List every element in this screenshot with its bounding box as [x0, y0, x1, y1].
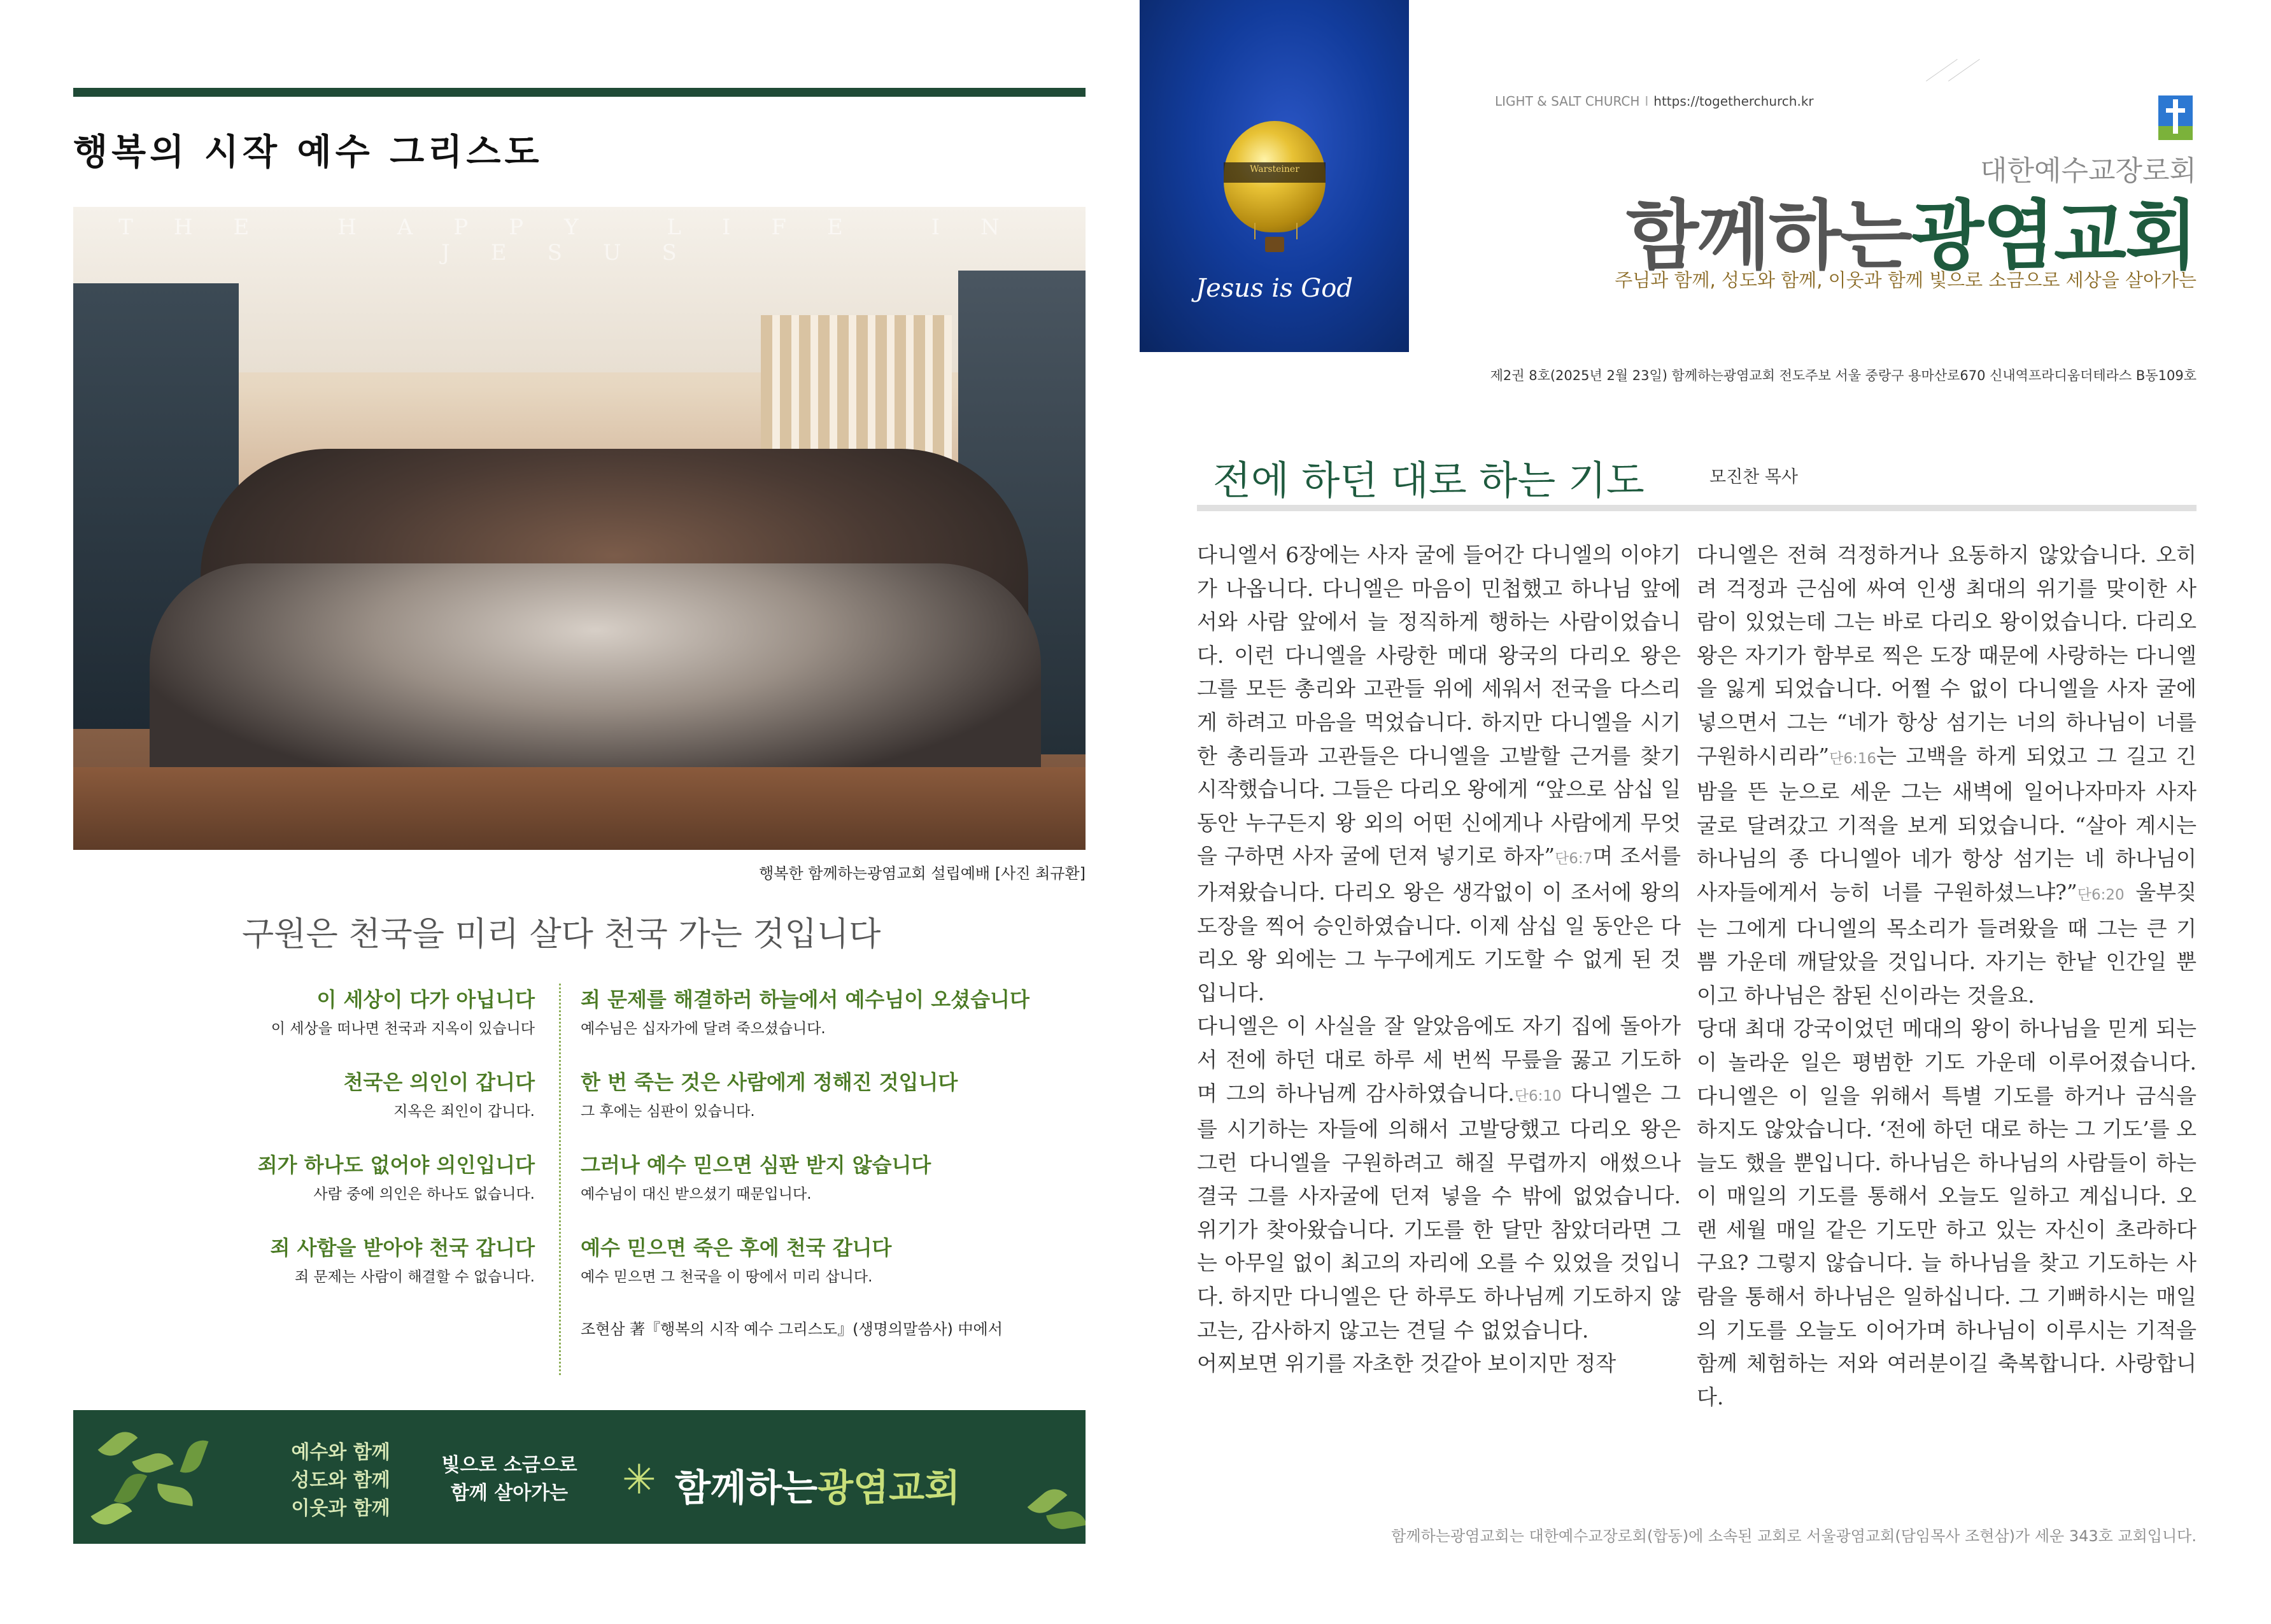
- list-item-heading: 죄 문제를 해결하러 하늘에서 예수님이 오셨습니다: [581, 987, 1029, 1012]
- list-item-heading: 천국은 의인이 갑니다: [343, 1070, 535, 1094]
- banner-slogan-1: [258, 1439, 423, 1523]
- list-item-sub: 사람 중에 의인은 하나도 없습니다.: [313, 1186, 535, 1203]
- photo-floor: [73, 767, 1086, 850]
- banner-church-name: [675, 1458, 960, 1511]
- article-text: [1197, 1347, 1681, 1381]
- scripture-ref: 단6:16: [1829, 750, 1877, 767]
- cover-caption: Jesus is God: [1196, 274, 1353, 303]
- list-item-sub: 예수님은 십자가에 달려 죽으셨습니다.: [581, 1020, 826, 1037]
- list-item-sub: 지옥은 죄인이 갑니다.: [393, 1103, 535, 1120]
- banner-name-part2: 광염교회: [817, 1466, 961, 1509]
- banner-slogan-2: [427, 1451, 592, 1507]
- list-item-sub: 이 세상을 떠나면 천국과 지옥이 있습니다: [271, 1020, 535, 1037]
- page-title: 행복의 시작 예수 그리스도: [73, 132, 543, 173]
- article-text: [1697, 539, 2197, 1012]
- photo-caption: 행복한 함께하는광염교회 설립예배 [사진 최규환]: [759, 865, 1086, 882]
- leaf-decoration: [1046, 1509, 1086, 1532]
- church-name-part2: 광염교회: [1911, 192, 2197, 279]
- congregation-photo: [73, 207, 1086, 850]
- article-text: [1197, 539, 1681, 1010]
- text-run: 며 조서를 가져왔습니다. 다리오 왕은 생각없이 이 조서에 왕의 도장을 찍어 승인하였습니다. 이제 삼십 일 동안은 다리오 왕 외에는 그 누구에게도 기도할 수 없게 된 것입니다.: [1197, 844, 1681, 1005]
- article-column-2: [1697, 539, 2197, 1414]
- leaf-decoration: [180, 1436, 209, 1477]
- banner-name-part1: 함께하는: [675, 1466, 818, 1509]
- list-item-sub: 죄 문제는 사람이 해결할 수 없습니다.: [294, 1269, 535, 1285]
- list-item-sub: 예수님이 대신 받으셨기 때문입니다.: [581, 1186, 812, 1203]
- church-motto: 주님과 함께, 성도와 함께, 이웃과 함께 빛으로 소금으로 세상을 살아가는: [1615, 269, 2197, 291]
- text-run: 울부짖는 그에게 다니엘의 목소리가 들려왔을 때 그는 큰 기쁨 가운데 깨달았을 것입니다. 자기는 한낱 인간일 뿐이고 하나님은 참된 신이라는 것을요.: [1697, 879, 2197, 1008]
- list-item-heading: 예수 믿으면 죽은 후에 천국 갑니다: [581, 1236, 892, 1260]
- list-item: [581, 984, 1090, 1066]
- church-english-name: LIGHT & SALT CHURCH: [1495, 94, 1640, 109]
- title-rule: [1197, 505, 2197, 511]
- church-name-part1: 함께하는: [1626, 192, 1912, 279]
- leaf-decoration: [155, 1483, 195, 1506]
- list-item-heading: 죄가 하나도 없어야 의인입니다: [257, 1153, 535, 1177]
- footer-note: 함께하는광염교회는 대한예수교장로회(합동)에 소속된 교회로 서울광염교회(담임목사 조현삼)가 세운 343호 교회입니다.: [1391, 1527, 2197, 1545]
- cross-logo-icon: [2158, 95, 2193, 140]
- list-item: [191, 984, 535, 1066]
- list-item-sub: 예수 믿으면 그 천국을 이 땅에서 미리 삽니다.: [581, 1269, 873, 1285]
- text-run: 다니엘은 그를 시기하는 자들에 의해서 고발당했고 다리오 왕은 그런 다니엘을 구원하려고 해질 무렵까지 애썼으나 결국 그를 사자굴에 던져 넣을 수 밖에 없었습니다. 위기가 찾아왔습니다. 기도를 한 달만 참았더라면 그는 아무일 없이 최고의 자리에 오를 수 있었을 것입니다. 하지만 다니엘은 단 하루도 하나님께 기도하지 않고는, 감사하지 않고는 견딜 수 없었습니다.: [1197, 1080, 1681, 1343]
- text-run: 다니엘은 이 사실을 잘 알았음에도 자기 집에 돌아가서 전에 하던 대로 하루 세 번씩 무릎을 꿇고 기도하며 그의 하나님께 감사하였습니다.: [1197, 1013, 1681, 1106]
- balloon-text: Warsteiner: [1250, 164, 1299, 174]
- text-run: 다니엘은 전혀 걱정하거나 요동하지 않았습니다. 오히려 걱정과 근심에 싸여 인생 최대의 위기를 맞이한 사람이 있었는데 그는 바로 다리오 왕이었습니다. 다리오 왕은 자기가 함부로 찍은 도장 때문에 사랑하는 다니엘을 잃게 되었습니다. 어쩔 수 없이 다니엘을 사자 굴에 넣으면서 그는 “네가 항상 섬기는 너의 하나님이 너를 구원하시리라”: [1697, 542, 2197, 768]
- article-text: [1697, 1012, 2197, 1414]
- leaf-decoration: [98, 1425, 138, 1462]
- photo-crowd-front: [150, 563, 1041, 786]
- article-author: 모진찬 목사: [1709, 467, 1798, 487]
- issue-info: 제2권 8호(2025년 2월 23일) 함께하는광염교회 전도주보 서울 중랑구 용마산로670 신내역프라디움더테라스 B동109호: [1490, 368, 2197, 383]
- separator: I: [1645, 94, 1649, 109]
- cover-image: [1140, 0, 1409, 352]
- banner-line: 빛으로 소금으로: [441, 1454, 577, 1476]
- article-title: 전에 하던 대로 하는 기도: [1213, 457, 1645, 504]
- balloon-basket: [1265, 237, 1284, 252]
- text-run: 다니엘서 6장에는 사자 굴에 들어간 다니엘의 이야기가 나옵니다. 다니엘은 마음이 민첩했고 하나님 앞에서와 사람 앞에서 늘 정직하게 행하는 사람이었습니다. 이런 다니엘을 사랑한 메대 왕국의 다리오 왕은 그를 모든 총리와 고관들 위에 세워서 전국을 다스리게 하려고 마음을 먹었습니다. 하지만 다니엘을 시기한 총리들과 고관들은 다니엘을 고발할 근거를 찾기 시작했습니다. 그들은 다리오 왕에게 “앞으로 삼십 일 동안 누구든지 왕 외의 어떤 신에게나 사람에게 무엇을 구하면 사자 굴에 던져 넣기로 하자”: [1197, 542, 1681, 869]
- list-item-heading: 이 세상이 다가 아닙니다: [316, 987, 535, 1012]
- scripture-ref: 단6:7: [1555, 851, 1593, 868]
- list-item: [581, 1232, 1090, 1315]
- masthead-info: [1495, 94, 1814, 109]
- text-run: 당대 최대 강국이었던 메대의 왕이 하나님을 믿게 되는 이 놀라운 일은 평범한 기도 가운데 이루어졌습니다. 다니엘은 이 일을 위해서 특별 기도를 하거나 금식을 하지도 않았습니다. ‘전에 하던 대로 하는 그 기도’를 오늘도 했을 뿐입니다. 하나님은 하나님의 사람들이 하는 이 매일의 기도를 통해서 오늘도 일하고 계십니다. 오랜 세월 매일 같은 기도만 하고 있는 자신이 초라하다구요? 그렇지 않습니다. 늘 하나님을 찾고 기도하는 사람을 통해서 하나님은 일하십니다. 그 기뻐하시는 매일의 기도를 오늘도 이어가며 하나님이 이루시는 기적을 함께 체험하는 저와 여러분이길 축복합니다. 사랑합니다.: [1697, 1016, 2197, 1409]
- list-item: [191, 1066, 535, 1149]
- top-rule: [73, 88, 1086, 97]
- salvation-list-right: [581, 984, 1090, 1315]
- banner-line: 함께 살아가는: [450, 1482, 569, 1504]
- banner-line: 예수와 함께: [291, 1441, 390, 1464]
- list-item: [581, 1149, 1090, 1232]
- text-run: 는 고백을 하게 되었고 그 길고 긴 밤을 뜬 눈으로 세운 그는 새벽에 일어나자마자 사자 굴로 달려갔고 기적을 보게 되었습니다. “살아 계시는 하나님의 종 다니엘아 네가 항상 섬기는 네 하나님이 사자들에게서 능히 너를 구원하셨느냐?”: [1697, 743, 2197, 905]
- dotted-divider: [559, 984, 561, 1375]
- church-banner: [73, 1410, 1086, 1544]
- article-column-1: [1197, 539, 1681, 1381]
- list-item: [191, 1149, 535, 1232]
- article-text: [1197, 1010, 1681, 1347]
- list-item-heading: 죄 사함을 받아야 천국 갑니다: [270, 1236, 535, 1260]
- text-run: 어찌보면 위기를 자초한 것같아 보이지만 정작: [1197, 1351, 1617, 1376]
- salvation-heading: 구원은 천국을 미리 살다 천국 가는 것입니다: [242, 915, 881, 954]
- scripture-ref: 단6:20: [2077, 886, 2125, 903]
- church-url-link[interactable]: https://togetherchurch.kr: [1653, 94, 1814, 109]
- banner-line: 성도와 함께: [291, 1469, 390, 1492]
- book-source: 조현삼 著『행복의 시작 예수 그리스도』(생명의말씀사) 中에서: [581, 1320, 1003, 1338]
- denomination: 대한예수교장로회: [1979, 155, 2197, 187]
- banner-line: 이웃과 함께: [291, 1497, 390, 1520]
- list-item-heading: 그러나 예수 믿으면 심판 받지 않습니다: [581, 1153, 931, 1177]
- list-item-heading: 한 번 죽는 것은 사람에게 정해진 것입니다: [581, 1070, 958, 1094]
- salvation-list-left: [191, 984, 535, 1315]
- list-item-sub: 그 후에는 심판이 있습니다.: [581, 1103, 755, 1120]
- scripture-ref: 단6:10: [1514, 1087, 1562, 1105]
- photo-overlay-text: THE HAPPY LIFE IN JESUS: [118, 215, 1040, 265]
- list-item: [581, 1066, 1090, 1149]
- church-logo-icon: ✳: [622, 1457, 656, 1504]
- list-item: [191, 1232, 535, 1315]
